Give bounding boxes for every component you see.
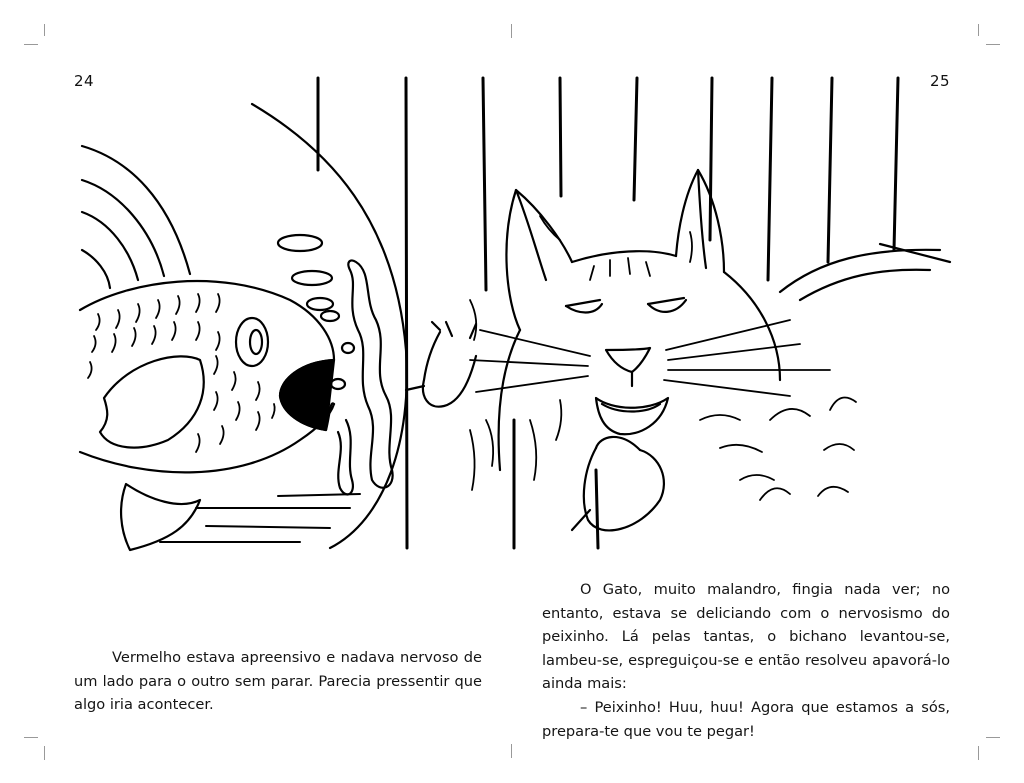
background-bars (318, 78, 898, 548)
crop-mark (511, 744, 512, 758)
crop-mark (978, 24, 979, 36)
cat-and-fish-illustration (74, 74, 954, 564)
crop-mark (978, 746, 979, 760)
fish (80, 281, 334, 550)
cat (406, 170, 950, 530)
page-number-right: 25 (930, 72, 951, 90)
crop-mark (986, 737, 1000, 738)
crop-mark (24, 44, 38, 45)
paragraph: O Gato, muito malandro, fingia nada ver; no entanto, estava se deliciando com o nervosismo do peixinho. Lá pelas tantas, o bichano levantou-se, lambeu-se, espreguiçou-se e então resolveu apavorá-lo ainda mais: (542, 581, 950, 693)
paragraph: – Peixinho! Huu, huu! Agora que estamos a sós, prepara-te que vou te pegar! (542, 698, 950, 740)
crop-mark (511, 24, 512, 38)
crop-mark (44, 24, 45, 36)
fish-bowl (160, 104, 407, 548)
crop-mark (986, 44, 1000, 45)
fish-tail (82, 146, 190, 288)
crop-mark (24, 737, 38, 738)
seaweed (338, 260, 393, 494)
page-number-left: 24 (74, 72, 95, 90)
left-page-text (74, 646, 482, 717)
crop-mark (44, 746, 45, 760)
right-page-text (542, 578, 950, 743)
paragraph: Vermelho estava apreensivo e nadava nervoso de um lado para o outro sem parar. Parecia pressentir que algo iria acontecer. (74, 649, 482, 714)
